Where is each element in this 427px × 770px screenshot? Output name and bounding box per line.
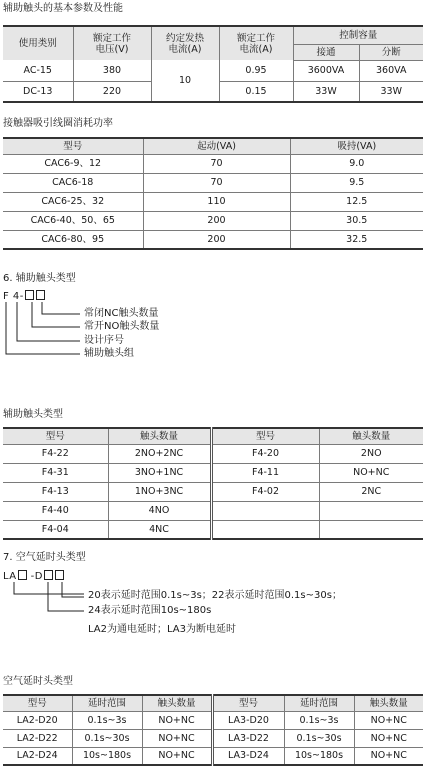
table-row [3,463,423,482]
cell-model: CAC6-9、12 [3,154,143,173]
cell-range: 0.1s~3s [72,711,142,729]
cell-count: 2NC [319,482,423,501]
header-capacity: 控制容量 [293,26,423,44]
cell-model: LA3-D24 [212,747,284,765]
cell-count: NO+NC [354,729,423,747]
cell-thermal-current: 10 [151,60,219,102]
table-row [3,482,423,501]
header-rated-current: 额定工作 电流(A) [219,26,293,60]
label-no-count: 常开NO触头数量 [84,321,160,332]
cell-range: 10s~180s [72,747,142,765]
cell-count: NO+NC [354,747,423,765]
section6-title: 空气延时头类型 [3,676,73,687]
cell-category: AC-15 [3,60,73,81]
cell-range: 0.1s~30s [72,729,142,747]
code-box [18,570,27,580]
cell-model: F4-40 [3,501,108,520]
cell-off: 33W [359,81,423,102]
cell-model: F4-04 [3,520,108,539]
table-row [3,747,423,765]
cell-start: 200 [143,230,290,249]
cell-range: 0.1s~3s [284,711,354,729]
section4-title: 辅助触头类型 [3,409,63,420]
label-la-type: LA2为通电延时；LA3为断电延时 [88,624,237,635]
section3-title: 6. 辅助触头类型 [3,273,76,284]
cell-model: CAC6-25、32 [3,192,143,211]
cell-model: LA2-D22 [3,729,72,747]
cell-count: 1NO+3NC [108,482,211,501]
cell-count: 4NO [108,501,211,520]
cell-current: 0.95 [219,60,293,81]
label-nc-count: 常闭NC触头数量 [84,308,159,319]
table-row [3,444,423,463]
header-off: 分断 [359,44,423,60]
cell-count [319,501,423,520]
cell-voltage: 220 [73,81,151,102]
cell-range: 0.1s~30s [284,729,354,747]
cell-start: 70 [143,154,290,173]
cell-count: NO+NC [142,747,212,765]
cell-count: NO+NC [354,711,423,729]
cell-model: LA2-D20 [3,711,72,729]
cell-count [319,520,423,539]
delay-head-type-table [3,694,423,766]
table-row [3,711,423,729]
cell-model: F4-11 [211,463,319,482]
label-design-no: 设计序号 [84,335,124,346]
cell-model: CAC6-80、95 [3,230,143,249]
cell-count: 4NC [108,520,211,539]
table-row [3,501,423,520]
header-hold: 吸持(VA) [290,138,423,154]
header-model: 型号 [3,695,72,711]
cell-model: CAC6-40、50、65 [3,211,143,230]
section1-title: 辅助触头的基本参数及性能 [3,3,123,14]
header-category: 使用类别 [3,26,73,60]
table-row [3,520,423,539]
cell-category: DC-13 [3,81,73,102]
cell-model [211,501,319,520]
header-thermal-current: 约定发热 电流(A) [151,26,219,60]
cell-count: 2NO [319,444,423,463]
section2-title: 接触器吸引线圈消耗功率 [3,118,113,129]
cell-voltage: 380 [73,60,151,81]
cell-model: F4-13 [3,482,108,501]
cell-current: 0.15 [219,81,293,102]
header-on: 接通 [293,44,359,60]
header-model: 型号 [212,695,284,711]
cell-off: 360VA [359,60,423,81]
cell-model: LA2-D24 [3,747,72,765]
header-count: 触头数量 [319,428,423,444]
aux-contact-type-table [3,427,423,540]
label-range-24: 24表示延时范围10s~180s [88,605,212,616]
cell-start: 200 [143,211,290,230]
cell-start: 110 [143,192,290,211]
header-range: 延时范围 [284,695,354,711]
cell-count: NO+NC [142,711,212,729]
header-count: 触头数量 [142,695,212,711]
cell-count: NO+NC [142,729,212,747]
label-range-20-22: 20表示延时范围0.1s~3s；22表示延时范围0.1s~30s； [88,590,342,601]
cell-count: 2NO+2NC [108,444,211,463]
header-model: 型号 [3,138,143,154]
table-row [3,729,423,747]
aux-contact-code: F 4- [3,290,46,303]
cell-count: 3NO+1NC [108,463,211,482]
cell-hold: 12.5 [290,192,423,211]
cell-hold: 32.5 [290,230,423,249]
label-aux-group: 辅助触头组 [84,348,134,359]
delay-head-code: LA -D [3,570,65,583]
cell-model [211,520,319,539]
header-count: 触头数量 [108,428,211,444]
code-box [44,570,53,580]
cell-model: LA3-D20 [212,711,284,729]
section5-title: 7. 空气延时头类型 [3,552,86,563]
cell-model: LA3-D22 [212,729,284,747]
cell-model: CAC6-18 [3,173,143,192]
cell-hold: 9.5 [290,173,423,192]
cell-range: 10s~180s [284,747,354,765]
cell-on: 33W [293,81,359,102]
cell-model: F4-22 [3,444,108,463]
header-count: 触头数量 [354,695,423,711]
cell-model: F4-31 [3,463,108,482]
cell-count: NO+NC [319,463,423,482]
code-box [55,570,64,580]
cell-model: F4-20 [211,444,319,463]
header-range: 延时范围 [72,695,142,711]
header-model: 型号 [211,428,319,444]
header-model: 型号 [3,428,108,444]
cell-on: 3600VA [293,60,359,81]
cell-hold: 9.0 [290,154,423,173]
cell-start: 70 [143,173,290,192]
header-start: 起动(VA) [143,138,290,154]
header-voltage: 额定工作 电压(V) [73,26,151,60]
cell-model: F4-02 [211,482,319,501]
cell-hold: 30.5 [290,211,423,230]
